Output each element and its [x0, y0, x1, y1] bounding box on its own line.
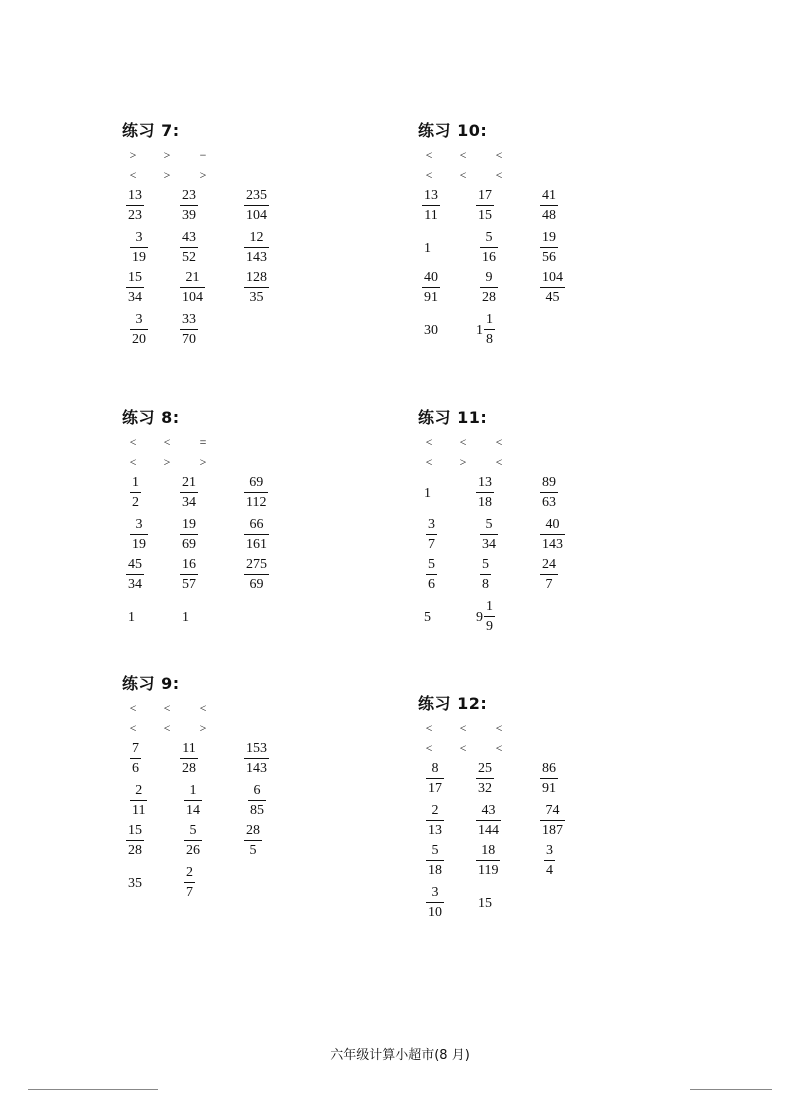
- numerator: 2: [135, 783, 143, 798]
- comparison-symbol: <: [495, 148, 503, 162]
- answer-row: [418, 843, 718, 887]
- answer-row: [122, 517, 422, 561]
- answer-row: [122, 783, 422, 827]
- comparison-symbol: >: [459, 455, 467, 469]
- fraction: [480, 517, 498, 553]
- fraction: [540, 475, 558, 511]
- denominator: 8: [482, 577, 489, 592]
- mixed-number: [476, 312, 495, 348]
- denominator: 14: [186, 803, 200, 818]
- comparison-symbol: <: [495, 741, 503, 755]
- comparison-symbol: <: [459, 168, 467, 182]
- bottom-right-rule: [690, 1089, 772, 1090]
- denominator: 23: [128, 208, 142, 223]
- denominator: 20: [132, 332, 146, 347]
- comparison-symbol: <: [129, 435, 137, 449]
- denominator: 32: [478, 781, 492, 796]
- fraction: [426, 843, 444, 879]
- fraction: [540, 761, 558, 797]
- fraction: [126, 823, 144, 859]
- comparison-symbol: >: [199, 721, 207, 735]
- fraction: [426, 517, 437, 553]
- comparison-symbol: <: [129, 701, 137, 715]
- denominator: 6: [132, 761, 139, 776]
- fraction: [244, 557, 269, 593]
- answer-row: [122, 823, 422, 867]
- numerator: 128: [246, 270, 267, 285]
- numerator: 3: [546, 843, 553, 858]
- fraction: [180, 517, 198, 553]
- page-footer: 六年级计算小超市(8 月): [330, 1048, 470, 1063]
- section-title: 练习 12:: [418, 694, 488, 713]
- fraction: [484, 312, 495, 348]
- comparison-symbol: <: [425, 168, 433, 182]
- comparison-symbol: <: [129, 721, 137, 735]
- whole-number: 1: [182, 610, 189, 625]
- fraction: [130, 475, 141, 511]
- numerator: 23: [182, 188, 196, 203]
- comparison-symbol: <: [199, 701, 207, 715]
- denominator: 34: [182, 495, 196, 510]
- whole-part: 9: [476, 610, 483, 625]
- numerator: 19: [182, 517, 196, 532]
- answer-row: [418, 885, 718, 929]
- fraction: [126, 270, 144, 306]
- comparison-symbol: >: [163, 455, 171, 469]
- fraction: [244, 475, 268, 511]
- answer-row: [418, 803, 718, 847]
- denominator: 34: [482, 537, 496, 552]
- comparison-symbol: <: [163, 435, 171, 449]
- numerator: 66: [249, 517, 264, 532]
- section-title: 练习 8:: [122, 408, 180, 427]
- numerator: 153: [246, 741, 267, 756]
- denominator: 56: [542, 250, 556, 265]
- denominator: 161: [246, 537, 267, 552]
- answer-row: [418, 761, 718, 805]
- denominator: 17: [428, 781, 442, 796]
- answer-row: [122, 599, 422, 643]
- numerator: 13: [424, 188, 438, 203]
- denominator: 8: [486, 332, 493, 347]
- whole-number: 1: [424, 241, 431, 256]
- numerator: 33: [182, 312, 196, 327]
- numerator: 7: [132, 741, 139, 756]
- denominator: 91: [542, 781, 556, 796]
- whole-number: 35: [128, 876, 142, 891]
- numerator: 3: [135, 312, 143, 327]
- numerator: 104: [542, 270, 563, 285]
- comparison-symbol: <: [495, 721, 503, 735]
- numerator: 3: [428, 517, 435, 532]
- fraction: [180, 312, 198, 348]
- denominator: 2: [132, 495, 139, 510]
- numerator: 5: [189, 823, 197, 838]
- numerator: 5: [485, 230, 493, 245]
- denominator: 18: [478, 495, 492, 510]
- numerator: 13: [128, 188, 142, 203]
- numerator: 5: [482, 557, 489, 572]
- fraction: [476, 188, 494, 224]
- denominator: 7: [428, 537, 435, 552]
- comparison-symbol: <: [459, 435, 467, 449]
- fraction: [422, 270, 440, 306]
- denominator: 28: [128, 843, 142, 858]
- fraction: [426, 803, 444, 839]
- numerator: 18: [481, 843, 496, 858]
- fraction: [130, 230, 148, 266]
- fraction: [244, 230, 269, 266]
- answer-row: [418, 475, 718, 519]
- section-title: 练习 11:: [418, 408, 488, 427]
- denominator: 34: [128, 290, 142, 305]
- numerator: 45: [128, 557, 142, 572]
- numerator: 17: [478, 188, 492, 203]
- answer-row: [418, 188, 718, 232]
- numerator: 15: [128, 823, 142, 838]
- fraction: [130, 783, 147, 819]
- fraction: [244, 270, 269, 306]
- fraction: [180, 270, 205, 306]
- fraction: [244, 188, 269, 224]
- denominator: 15: [478, 208, 492, 223]
- comparison-symbol: <: [129, 455, 137, 469]
- comparison-symbol: >: [163, 168, 171, 182]
- comparison-symbol: <: [163, 701, 171, 715]
- comparison-symbol: <: [459, 148, 467, 162]
- fraction: [540, 188, 558, 224]
- numerator: 25: [478, 761, 492, 776]
- fraction: [126, 188, 144, 224]
- fraction: [480, 557, 491, 593]
- fraction: [130, 517, 148, 553]
- denominator: 85: [250, 803, 264, 818]
- denominator: 7: [186, 885, 193, 900]
- answer-row: [122, 741, 422, 785]
- comparison-symbol: <: [495, 435, 503, 449]
- comparison-symbol: <: [425, 741, 433, 755]
- denominator: 57: [182, 577, 196, 592]
- answer-row: [122, 230, 422, 274]
- fraction: [180, 741, 198, 777]
- fraction: [180, 230, 198, 266]
- fraction: [540, 230, 558, 266]
- denominator: 69: [182, 537, 196, 552]
- numerator: 28: [246, 823, 260, 838]
- numerator: 3: [135, 230, 143, 245]
- answer-row: [122, 270, 422, 314]
- numerator: 19: [542, 230, 556, 245]
- numerator: 6: [253, 783, 261, 798]
- denominator: 91: [424, 290, 438, 305]
- denominator: 11: [132, 803, 146, 818]
- comparison-symbol: >: [199, 168, 207, 182]
- numerator: 41: [542, 188, 556, 203]
- numerator: 275: [246, 557, 267, 572]
- fraction: [480, 270, 498, 306]
- numerator: 43: [481, 803, 496, 818]
- numerator: 1: [189, 783, 197, 798]
- bottom-left-rule: [28, 1089, 158, 1090]
- fraction: [484, 599, 495, 635]
- numerator: 21: [185, 270, 200, 285]
- answer-row: [122, 865, 422, 909]
- fraction: [184, 865, 195, 901]
- comparison-symbol: <: [425, 721, 433, 735]
- numerator: 8: [431, 761, 439, 776]
- denominator: 63: [542, 495, 556, 510]
- numerator: 9: [485, 270, 493, 285]
- section-title: 练习 9:: [122, 674, 180, 693]
- denominator: 19: [132, 250, 146, 265]
- denominator: 143: [246, 250, 267, 265]
- denominator: 104: [246, 208, 267, 223]
- denominator: 119: [478, 863, 499, 878]
- numerator: 3: [135, 517, 143, 532]
- fraction: [248, 783, 266, 819]
- comparison-symbol: =: [199, 435, 207, 449]
- fraction: [184, 783, 202, 819]
- denominator: 10: [428, 905, 442, 920]
- answer-row: [122, 557, 422, 601]
- denominator: 104: [182, 290, 203, 305]
- numerator: 2: [431, 803, 439, 818]
- answer-row: [418, 517, 718, 561]
- denominator: 35: [249, 290, 264, 305]
- comparison-symbol: <: [495, 168, 503, 182]
- denominator: 52: [182, 250, 196, 265]
- answer-row: [418, 230, 718, 274]
- comparison-symbol: −: [199, 148, 207, 162]
- numerator: 1: [486, 599, 493, 614]
- denominator: 48: [542, 208, 556, 223]
- fraction: [244, 517, 269, 553]
- fraction: [540, 517, 565, 553]
- numerator: 21: [182, 475, 196, 490]
- comparison-symbol: <: [129, 168, 137, 182]
- denominator: 6: [428, 577, 435, 592]
- numerator: 5: [485, 517, 493, 532]
- comparison-symbol: <: [425, 148, 433, 162]
- denominator: 13: [428, 823, 442, 838]
- whole-number: 5: [424, 610, 431, 625]
- numerator: 235: [246, 188, 267, 203]
- fraction: [244, 741, 269, 777]
- numerator: 16: [182, 557, 196, 572]
- denominator: 143: [542, 537, 563, 552]
- mixed-number: [476, 599, 495, 635]
- fraction: [426, 885, 444, 921]
- fraction: [244, 823, 262, 859]
- comparison-symbol: >: [199, 455, 207, 469]
- whole-number: 30: [424, 323, 438, 338]
- comparison-symbol: >: [129, 148, 137, 162]
- fraction: [540, 557, 558, 593]
- fraction: [476, 803, 501, 839]
- denominator: 4: [546, 863, 553, 878]
- numerator: 11: [182, 741, 196, 756]
- denominator: 7: [545, 577, 553, 592]
- fraction: [180, 188, 198, 224]
- denominator: 28: [182, 761, 196, 776]
- fraction: [426, 761, 444, 797]
- answer-row: [418, 599, 718, 643]
- numerator: 15: [128, 270, 142, 285]
- numerator: 24: [542, 557, 556, 572]
- fraction: [540, 270, 565, 306]
- fraction: [130, 312, 148, 348]
- answer-row: [122, 188, 422, 232]
- denominator: 11: [424, 208, 438, 223]
- whole-part: 1: [476, 323, 483, 338]
- denominator: 45: [545, 290, 560, 305]
- fraction: [476, 843, 500, 879]
- denominator: 5: [249, 843, 257, 858]
- whole-number: 15: [478, 896, 492, 911]
- fraction: [180, 475, 198, 511]
- numerator: 1: [486, 312, 493, 327]
- numerator: 1: [132, 475, 139, 490]
- fraction: [426, 557, 437, 593]
- comparison-symbol: <: [459, 741, 467, 755]
- fraction: [476, 761, 494, 797]
- denominator: 144: [478, 823, 499, 838]
- numerator: 2: [186, 865, 193, 880]
- section-title: 练习 7:: [122, 121, 180, 140]
- fraction: [544, 843, 555, 879]
- comparison-symbol: <: [425, 435, 433, 449]
- whole-number: 1: [128, 610, 135, 625]
- fraction: [126, 557, 144, 593]
- comparison-symbol: <: [425, 455, 433, 469]
- denominator: 26: [186, 843, 200, 858]
- numerator: 89: [542, 475, 556, 490]
- denominator: 143: [246, 761, 267, 776]
- answer-row: [122, 312, 422, 356]
- denominator: 9: [486, 619, 493, 634]
- denominator: 112: [246, 495, 267, 510]
- denominator: 187: [542, 823, 563, 838]
- fraction: [480, 230, 498, 266]
- numerator: 43: [182, 230, 196, 245]
- whole-number: 1: [424, 486, 431, 501]
- numerator: 5: [431, 843, 439, 858]
- numerator: 12: [249, 230, 264, 245]
- denominator: 69: [249, 577, 264, 592]
- numerator: 13: [478, 475, 492, 490]
- comparison-symbol: <: [459, 721, 467, 735]
- numerator: 40: [424, 270, 438, 285]
- numerator: 5: [428, 557, 435, 572]
- fraction: [540, 803, 565, 839]
- numerator: 69: [249, 475, 264, 490]
- numerator: 86: [542, 761, 556, 776]
- denominator: 19: [132, 537, 146, 552]
- denominator: 18: [428, 863, 442, 878]
- denominator: 39: [182, 208, 196, 223]
- fraction: [184, 823, 202, 859]
- numerator: 74: [545, 803, 560, 818]
- answer-row: [418, 557, 718, 601]
- answer-row: [418, 270, 718, 314]
- denominator: 28: [482, 290, 496, 305]
- answer-row: [418, 312, 718, 356]
- answer-row: [122, 475, 422, 519]
- fraction: [180, 557, 198, 593]
- fraction: [422, 188, 440, 224]
- section-title: 练习 10:: [418, 121, 488, 140]
- denominator: 70: [182, 332, 196, 347]
- fraction: [130, 741, 141, 777]
- comparison-symbol: <: [163, 721, 171, 735]
- comparison-symbol: <: [495, 455, 503, 469]
- denominator: 34: [128, 577, 142, 592]
- fraction: [476, 475, 494, 511]
- comparison-symbol: >: [163, 148, 171, 162]
- denominator: 16: [482, 250, 496, 265]
- numerator: 3: [431, 885, 439, 900]
- numerator: 40: [545, 517, 560, 532]
